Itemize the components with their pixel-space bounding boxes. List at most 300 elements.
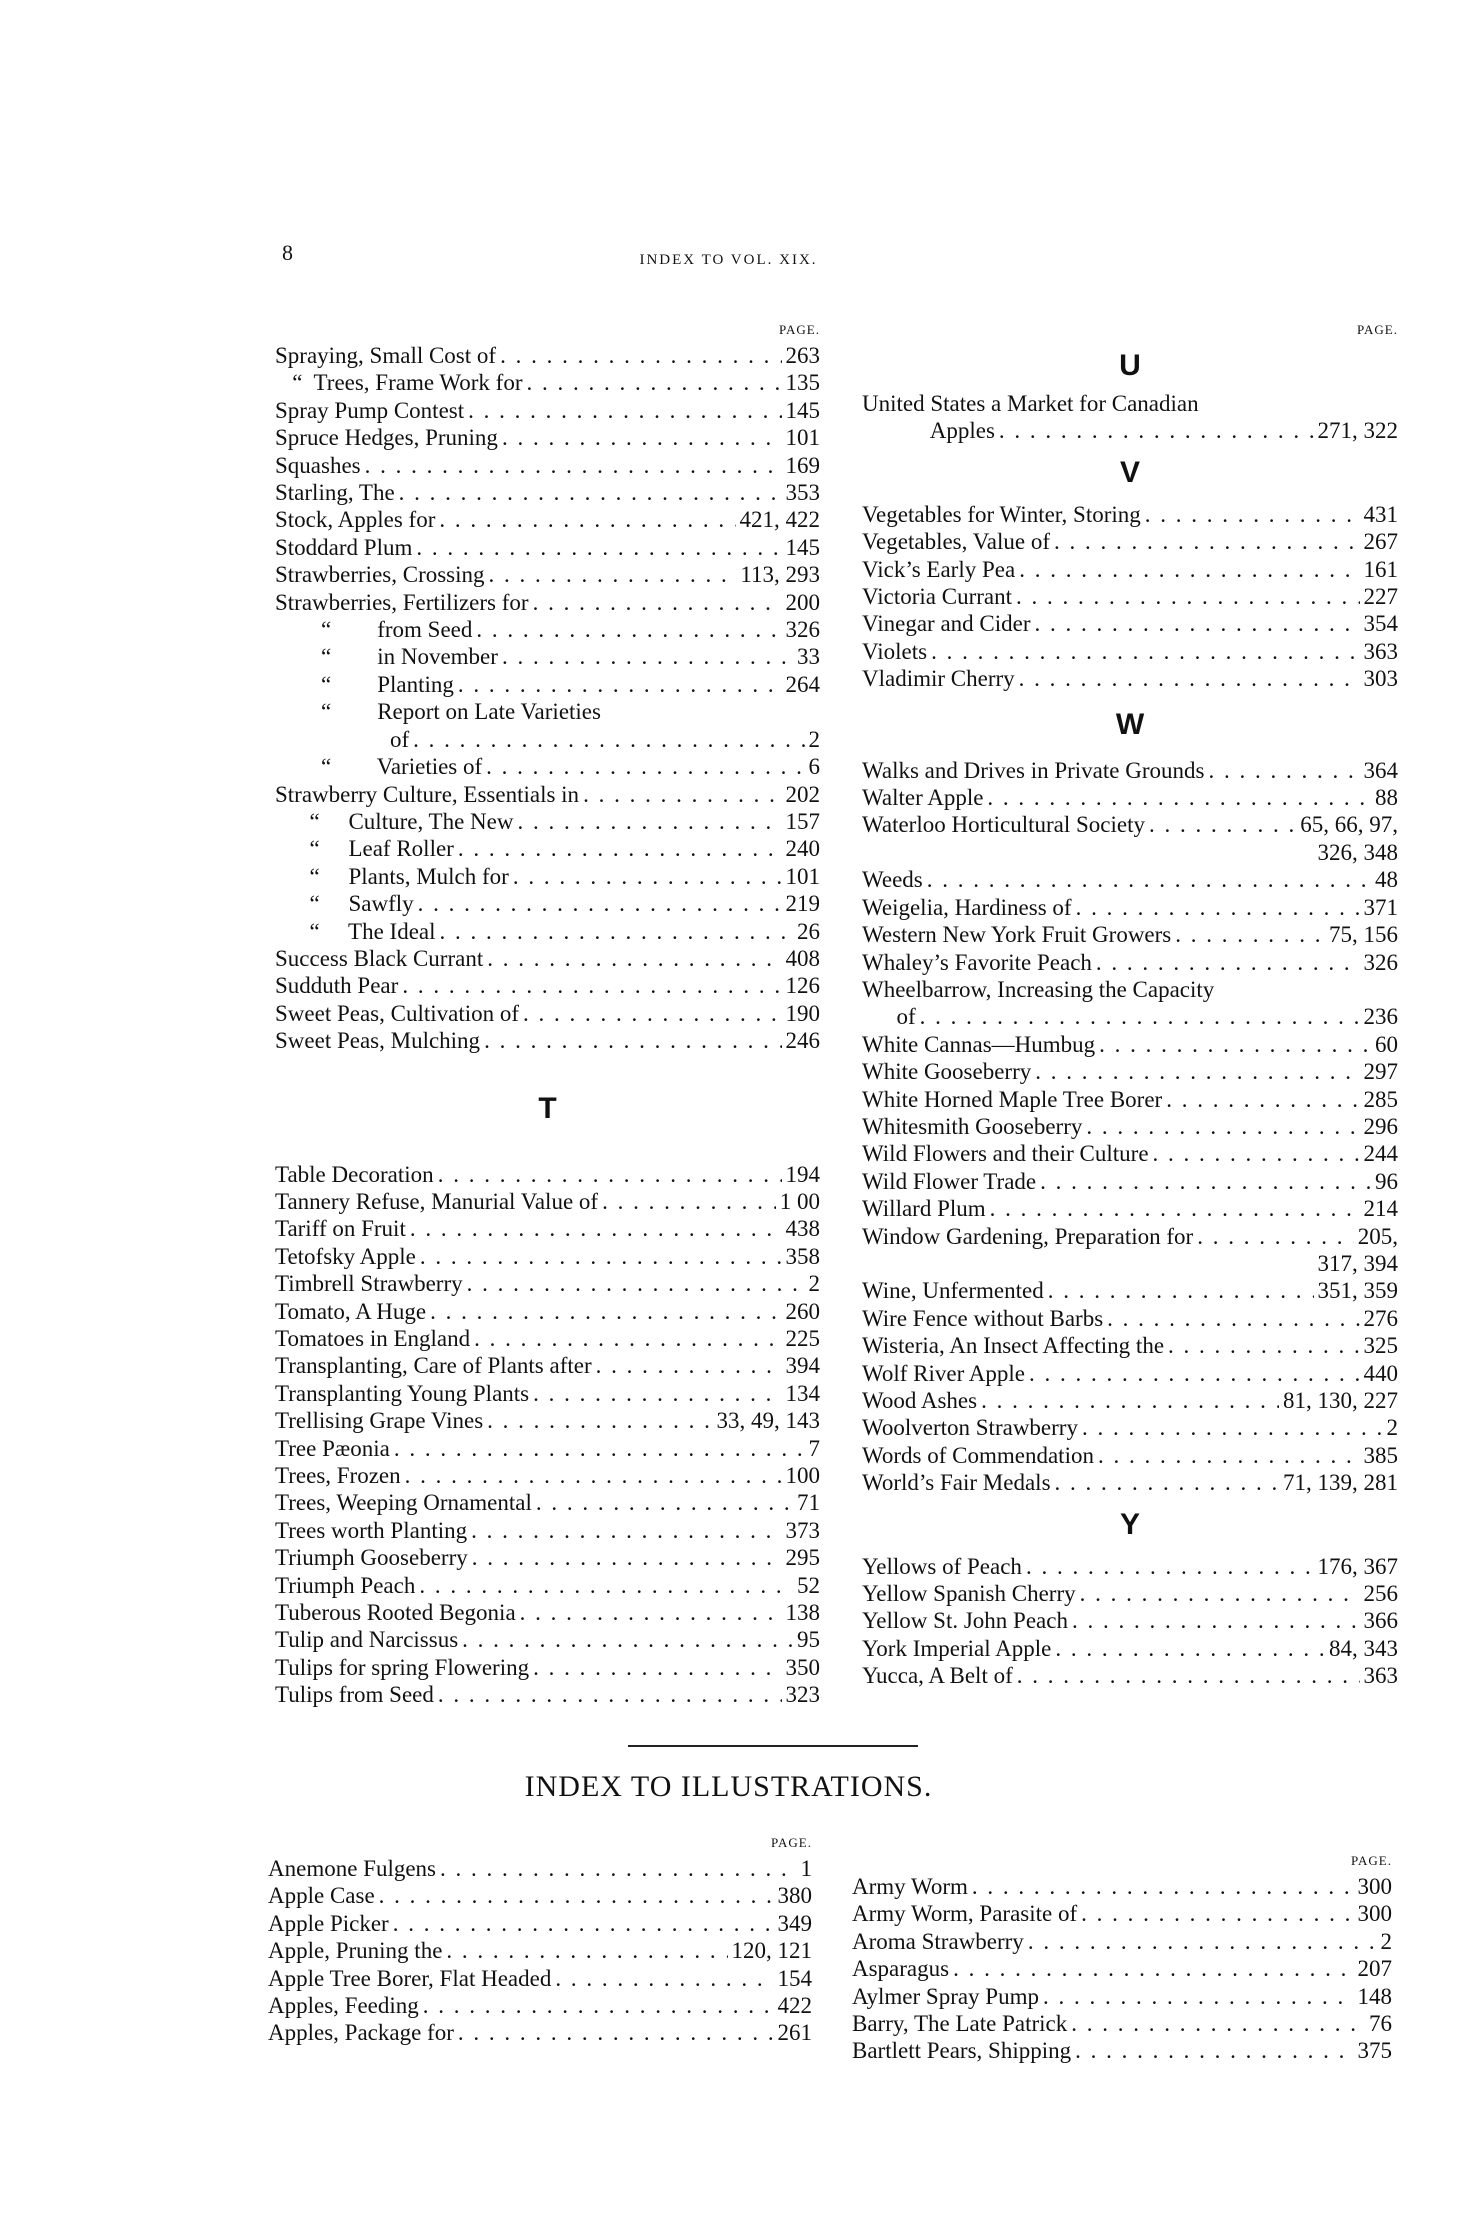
entry-title: Wire Fence without Barbs [862,1305,1104,1331]
entry-page: 2 [1380,1928,1392,1954]
entry-title: Sweet Peas, Mulching [275,1028,481,1054]
dot-leader [1055,1635,1325,1662]
entry-page: 261 [777,2020,812,2046]
entry-title: Tulips from Seed [275,1682,434,1708]
dot-leader [440,918,793,945]
dot-leader [462,1626,793,1653]
entry-page: 145 [785,534,820,560]
dot-leader [1017,1662,1360,1689]
entry-page: 126 [785,973,820,999]
entry-title: Apples, Feeding [268,1993,419,2019]
entry-title: “ Plants, Mulch for [275,863,509,889]
index-entry [862,949,1398,976]
dot-leader [1043,1983,1354,2010]
entry-title: “ Trees, Frame Work for [275,370,523,396]
entry-page: 81, 130, 227 [1283,1388,1398,1413]
index-entry [862,1360,1398,1387]
entry-title: Trees, Weeping Ornamental [275,1490,532,1516]
entry-title: Tulips for spring Flowering [275,1654,530,1680]
entry-page: 385 [1363,1442,1398,1468]
dot-leader [484,1027,781,1054]
dot-leader [972,1873,1354,1900]
dot-leader [1086,1113,1359,1140]
entry-title: “ Planting [275,671,454,697]
index-entry [275,452,820,479]
entry-title: Wild Flowers and their Culture [862,1141,1149,1167]
index-entry [275,1380,820,1407]
page-number: 8 [282,240,293,265]
index-entry [268,1855,812,1882]
index-entry [275,1243,820,1270]
dot-leader [1016,583,1360,610]
entry-title: United States a Market for Canadian [862,391,1199,416]
index-list-u [862,390,1398,445]
entry-title: Wisteria, An Insect Affecting the [862,1333,1165,1359]
dot-leader [438,1161,782,1188]
entry-page: 176, 367 [1317,1553,1398,1579]
dot-leader [1080,1580,1360,1607]
entry-page: 394 [785,1353,820,1379]
dot-leader [476,616,781,643]
entry-title: Apples, Package for [268,2020,454,2046]
dot-leader [953,1955,1353,1982]
dot-leader [1029,1360,1360,1387]
entry-page: 244 [1363,1141,1398,1167]
dot-leader [520,1599,782,1626]
dot-leader [468,397,781,424]
dot-leader [527,369,782,396]
dot-leader [474,1325,781,1352]
entry-page: 236 [1363,1004,1398,1030]
index-entry [275,589,820,616]
divider-rule [628,1745,918,1747]
index-entry [852,1873,1392,1900]
entry-page: 297 [1363,1059,1398,1085]
entry-title: Whitesmith Gooseberry [862,1113,1083,1139]
entry-page: 350 [785,1654,820,1680]
entry-title: Tannery Refuse, Manurial Value of [275,1188,599,1214]
entry-page: 2 [808,726,820,752]
index-list-t [275,1161,820,1709]
entry-title: Woolverton Strawberry [862,1415,1078,1441]
index-entry [862,1580,1398,1607]
dot-leader [1153,1140,1360,1167]
entry-title: Stock, Apples for [275,507,436,533]
entry-page: 71 [797,1490,820,1516]
index-entry [862,1553,1398,1580]
index-entry [275,671,820,698]
entry-title: Spray Pump Contest [275,397,465,423]
entry-page: 240 [785,836,820,862]
index-entry [275,1352,820,1379]
entry-title: Triumph Peach [275,1572,416,1598]
entry-title: Success Black Currant [275,945,484,971]
entry-title: Apples [862,418,995,444]
entry-page: 300 [1357,1901,1392,1927]
entry-title: Table Decoration [275,1161,434,1187]
index-entry [862,501,1398,528]
entry-page: 375 [1357,2038,1392,2064]
dot-leader [365,452,782,479]
entry-title: Asparagus [852,1956,950,1982]
entry-page: 256 [1363,1581,1398,1607]
entry-page: 60 [1375,1031,1398,1057]
index-entry [862,1250,1398,1277]
index-entry [268,1965,812,1992]
index-entry [862,1140,1398,1167]
index-entry [275,342,820,369]
entry-title: Apple Picker [268,1910,389,1936]
dot-leader [1028,1928,1377,1955]
dot-leader [487,945,781,972]
index-entry [275,424,820,451]
index-entry [275,945,820,972]
dot-leader [394,1435,805,1462]
entry-title: White Cannas—Humbug [862,1031,1096,1057]
entry-page: 190 [785,1000,820,1026]
entry-page: 296 [1363,1113,1398,1139]
index-entry [862,784,1398,811]
entry-title: Trellising Grape Vines [275,1408,484,1434]
entry-page: 225 [785,1326,820,1351]
entry-page: 7 [808,1435,820,1461]
index-entry [275,534,820,561]
entry-title: “ Leaf Roller [275,836,454,862]
dot-leader [1166,1086,1359,1113]
entry-title: Tree Pæonia [275,1435,390,1461]
entry-page: 366 [1363,1608,1398,1634]
entry-title: Weeds [862,867,923,893]
dot-leader [1040,1168,1371,1195]
index-entry [275,1161,820,1188]
dot-leader [1071,2010,1365,2037]
dot-leader [1149,811,1296,838]
entry-page: 1 [800,1856,812,1881]
entry-title: Strawberries, Crossing [275,562,485,588]
entry-title: Violets [862,638,928,664]
dot-leader [430,1298,781,1325]
section-letter-w: W [1115,707,1145,741]
dot-leader [536,1489,793,1516]
entry-page: 353 [785,480,820,506]
entry-title: Strawberry Culture, Essentials in [275,781,580,807]
entry-title: Spruce Hedges, Pruning [275,425,498,451]
page-column-label: PAGE. [1350,1853,1392,1868]
entry-page: 145 [785,397,820,423]
index-entry [275,972,820,999]
entry-title: “ Varieties of [275,754,483,780]
entry-page: 295 [785,1545,820,1571]
section-letter-y: Y [1119,1507,1140,1541]
index-entry [275,1544,820,1571]
dot-leader [1197,1223,1354,1250]
index-entry [275,1681,820,1708]
entry-page: 138 [785,1600,820,1626]
dot-leader [379,1882,774,1909]
section-letter-u: U [1119,349,1141,382]
index-entry [862,866,1398,893]
entry-page: 65, 66, 97, [1300,812,1398,838]
index-entry [862,1113,1398,1140]
index-list-y [862,1553,1398,1690]
dot-leader [458,835,782,862]
entry-title: Spraying, Small Cost of [275,343,497,368]
entry-page: 422 [777,1993,812,2019]
dot-leader [1019,665,1360,692]
entry-page: 260 [785,1298,820,1324]
index-entry [862,1387,1398,1414]
index-entry [862,976,1398,1003]
index-entry [275,1572,820,1599]
entry-title: Tomato, A Huge [275,1298,427,1324]
index-entry [862,921,1398,948]
entry-title: of [275,726,410,752]
index-entry [275,1626,820,1653]
entry-title: Victoria Currant [862,584,1012,610]
dot-leader [555,1965,773,1992]
entry-page: 6 [808,754,820,780]
entry-title: Weigelia, Hardiness of [862,894,1072,920]
entry-title: Stoddard Plum [275,534,413,560]
index-entry [275,643,820,670]
index-entry [852,1983,1392,2010]
entry-title: Whaley’s Favorite Peach [862,949,1092,975]
entry-page: 363 [1363,1663,1398,1689]
index-entry [275,863,820,890]
entry-title: Aylmer Spray Pump [852,1983,1039,2009]
entry-page: 101 [785,425,820,451]
entry-title: Vinegar and Cider [862,611,1031,637]
running-title: INDEX TO VOL. XIX. [639,252,818,268]
dot-leader [999,417,1314,444]
entry-title: Waterloo Horticultural Society [862,812,1146,838]
dot-leader [419,1572,793,1599]
entry-title: “ Sawfly [275,891,414,917]
index-entry [275,698,820,725]
entry-page: 354 [1363,611,1398,637]
entry-title: Wild Flower Trade [862,1168,1037,1194]
entry-page: 134 [785,1380,820,1406]
index-entry [862,390,1398,417]
dot-leader [602,1188,776,1215]
entry-page: 285 [1363,1086,1398,1112]
dot-leader [399,479,782,506]
index-entry [862,1168,1398,1195]
index-entry [268,1937,812,1964]
entry-title: Western New York Fruit Growers [862,922,1172,948]
page-column-label: PAGE. [778,322,820,337]
entry-title: “ The Ideal [275,918,436,944]
dot-leader [1026,1553,1314,1580]
entry-title: Bartlett Pears, Shipping [852,2038,1072,2064]
entry-title: Wine, Unfermented [862,1278,1044,1304]
index-entry [862,811,1398,838]
entry-title: “ in November [275,644,498,670]
index-entry [275,781,820,808]
entry-title: Yellow Spanish Cherry [862,1581,1076,1607]
index-entry [275,506,820,533]
dot-leader [1099,1031,1371,1058]
dot-leader [1107,1305,1359,1332]
index-entry [268,1882,812,1909]
dot-leader [467,1270,805,1297]
entry-page: 48 [1375,867,1398,893]
dot-leader [439,506,735,533]
dot-leader [1076,894,1360,921]
entry-page: 154 [777,1965,812,1991]
index-entry [275,369,820,396]
index-entry [862,417,1398,444]
dot-leader [931,638,1359,665]
dot-leader [1055,1469,1279,1496]
index-list-v [862,501,1398,693]
entry-page: 75, 156 [1329,922,1398,948]
index-entry [862,610,1398,637]
entry-title: of [862,1004,916,1030]
entry-title: York Imperial Apple [862,1635,1052,1661]
dot-leader [402,972,781,999]
entry-title: Barry, The Late Patrick [852,2011,1068,2037]
entry-page: 408 [785,945,820,971]
dot-leader [990,1195,1360,1222]
entry-title: Transplanting Young Plants [275,1380,530,1406]
entry-title: Tomatoes in England [275,1326,471,1351]
section-letter-t: T [538,1091,557,1125]
entry-page: 371 [1363,894,1398,920]
index-list-s [275,342,820,1055]
dot-leader [1098,1442,1360,1469]
index-entry [852,2037,1392,2064]
dot-leader [418,890,782,917]
entry-page: 380 [777,1883,812,1909]
index-entry [862,556,1398,583]
index-entry [862,1003,1398,1030]
entry-title: Tulip and Narcissus [275,1627,459,1653]
index-entry [862,665,1398,692]
entry-page: 267 [1363,529,1398,555]
entry-page: 169 [785,452,820,478]
index-entry [275,890,820,917]
entry-page: 194 [785,1161,820,1187]
index-entry [862,1031,1398,1058]
entry-page: 263 [785,343,820,368]
entry-title: Wheelbarrow, Increasing the Capacity [862,976,1215,1002]
entry-title: Apple, Pruning the [268,1938,443,1964]
entry-page: 161 [1363,556,1398,582]
dot-leader [458,2019,774,2046]
entry-page: 438 [785,1216,820,1242]
index-entry [862,583,1398,610]
entry-page: 96 [1375,1168,1398,1194]
dot-leader [393,1910,774,1937]
section-letter-v: V [1119,455,1140,489]
entry-title: Apple Case [268,1883,375,1909]
index-entry [862,1635,1398,1662]
index-entry [275,1000,820,1027]
index-entry [275,726,820,753]
index-list-w [862,757,1398,1497]
index-entry [862,839,1398,866]
dot-leader [1168,1332,1359,1359]
entry-page: 431 [1363,501,1398,527]
index-entry [275,1462,820,1489]
index-entry [862,638,1398,665]
index-entry [852,1900,1392,1927]
entry-page: 26 [797,918,820,944]
entry-title: White Horned Maple Tree Borer [862,1086,1163,1112]
dot-leader [440,1855,796,1882]
entry-title: Walter Apple [862,785,984,811]
dot-leader [1175,921,1325,948]
index-entry [862,757,1398,784]
entry-page: 71, 139, 281 [1283,1470,1398,1496]
entry-title: Vegetables, Value of [862,529,1050,555]
dot-leader [1075,2037,1353,2064]
index-entry [275,1654,820,1681]
entry-title: White Gooseberry [862,1059,1032,1085]
index-entry [862,1442,1398,1469]
illustrations-list-left [268,1855,812,2047]
entry-title: Transplanting, Care of Plants after [275,1353,592,1379]
entry-page: 148 [1357,1983,1392,2009]
index-entry [852,1955,1392,1982]
entry-page: 246 [785,1028,820,1054]
dot-leader [533,1654,781,1681]
entry-page: 364 [1363,757,1398,783]
entry-title: Starling, The [275,480,395,506]
entry-title: Vladimir Cherry [862,666,1015,692]
entry-title: Triumph Gooseberry [275,1545,468,1571]
dot-leader [487,1407,712,1434]
entry-title: Sweet Peas, Cultivation of [275,1000,520,1026]
dot-leader [416,534,781,561]
dot-leader [1048,1277,1314,1304]
index-entry [275,1188,820,1215]
page-column-label: PAGE. [1356,322,1398,337]
entry-page: 303 [1363,666,1398,692]
dot-leader [438,1681,782,1708]
entry-title: Vick’s Early Pea [862,556,1016,582]
dot-leader [533,1380,781,1407]
index-entry [275,479,820,506]
right-column [862,322,1398,1690]
entry-page: 2 [1386,1415,1398,1441]
entry-title: Trees, Frozen [275,1463,401,1489]
dot-leader [502,424,782,451]
dot-leader [523,1000,781,1027]
entry-title: Wood Ashes [862,1388,978,1413]
index-entry [862,1607,1398,1634]
entry-title: Tetofsky Apple [275,1243,416,1269]
index-entry [275,1215,820,1242]
dot-leader [410,1215,782,1242]
entry-title: Timbrell Strawberry [275,1271,463,1297]
entry-page: 358 [785,1243,820,1269]
entry-title: Vegetables for Winter, Storing [862,501,1141,527]
entry-title: Yucca, A Belt of [862,1663,1013,1689]
dot-leader [1081,1900,1353,1927]
index-entry [275,616,820,643]
entry-title: Tuberous Rooted Begonia [275,1600,516,1626]
entry-page: 276 [1363,1305,1398,1331]
entry-title: Wolf River Apple [862,1360,1025,1386]
dot-leader [420,1243,782,1270]
index-entry [275,397,820,424]
index-entry [275,1298,820,1325]
index-entry [862,1277,1398,1304]
entry-title: Trees worth Planting [275,1517,468,1543]
index-entry [275,808,820,835]
